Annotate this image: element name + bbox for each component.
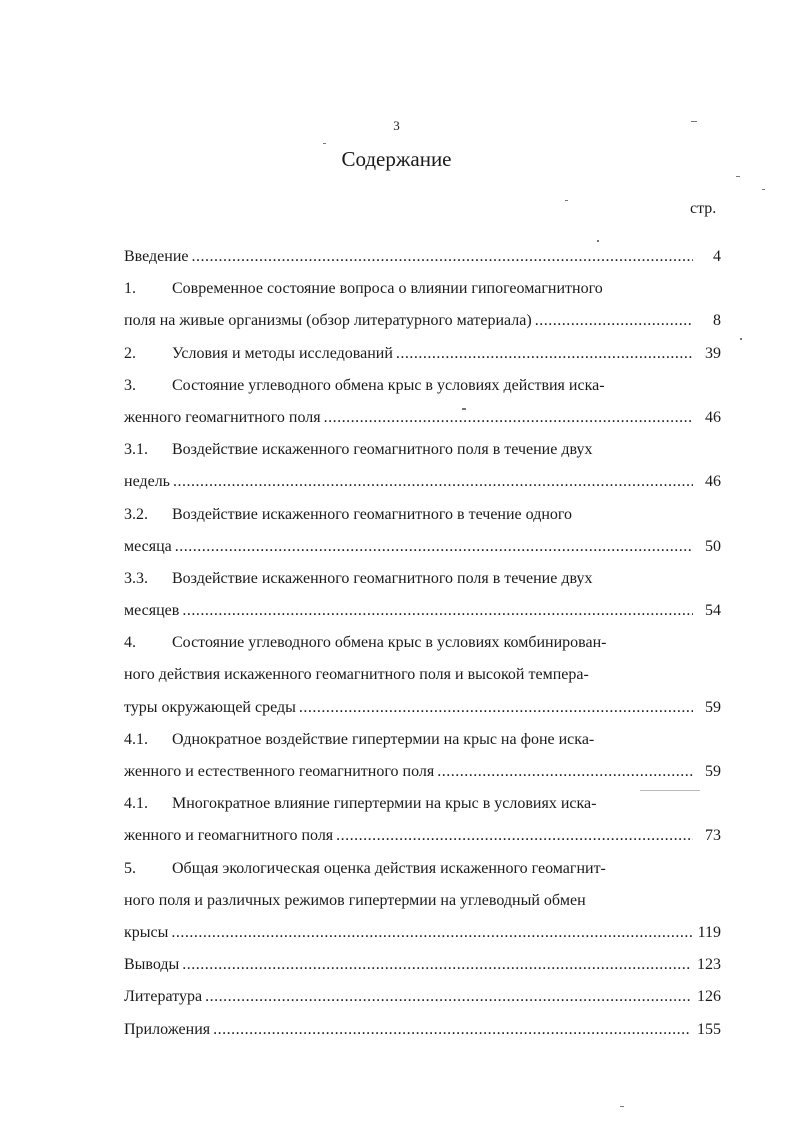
toc-entry-page: 59 xyxy=(705,698,721,716)
toc-leader-dots xyxy=(336,820,693,852)
toc-entry-text: Приложения xyxy=(124,1020,211,1038)
scan-speck xyxy=(740,338,742,340)
toc-entry xyxy=(124,370,721,434)
toc-entry-text: Литература xyxy=(124,988,203,1006)
toc-entry-text: женного геомагнитного поля xyxy=(124,408,321,426)
toc-leader-dots xyxy=(324,402,693,434)
toc-entry xyxy=(124,499,721,563)
toc-leader-dots xyxy=(437,756,693,788)
table-of-contents xyxy=(124,241,721,1046)
toc-entry-text: Воздействие искаженного геомагнитного поля в течение двух xyxy=(172,441,593,459)
page-number: 3 xyxy=(393,118,400,133)
toc-entry-text: Многократное влияние гипертермии на крыс в условиях иска- xyxy=(172,795,597,813)
toc-entry-line xyxy=(124,1014,721,1046)
toc-entry-line xyxy=(124,563,721,595)
toc-entry-line xyxy=(124,627,721,659)
toc-entry-line xyxy=(124,402,721,434)
toc-entry-number: 2. xyxy=(124,344,136,362)
toc-entry-line xyxy=(124,273,721,305)
scan-speck xyxy=(640,790,700,791)
toc-entry xyxy=(124,949,721,981)
toc-entry-line xyxy=(124,949,721,981)
toc-entry-line xyxy=(124,820,721,852)
toc-entry-line xyxy=(124,370,721,402)
toc-entry xyxy=(124,338,721,370)
toc-entry-number: 4. xyxy=(124,634,136,652)
toc-entry-text: Состояние углеводного обмена крыс в условиях действия иска- xyxy=(172,376,605,394)
toc-entry-text: месяцев xyxy=(124,602,180,620)
toc-entry-text: Условия и методы исследований xyxy=(172,344,393,362)
toc-entry-text: женного и естественного геомагнитного поля xyxy=(124,763,435,780)
toc-leader-dots xyxy=(535,305,693,337)
toc-entry-text: Выводы xyxy=(124,956,180,974)
scan-speck xyxy=(736,176,740,177)
toc-entry xyxy=(124,563,721,627)
toc-entry xyxy=(124,788,721,852)
toc-entry-page: 123 xyxy=(697,956,721,974)
toc-entry-text: женного и геомагнитного поля xyxy=(124,827,334,845)
toc-leader-dots xyxy=(205,981,691,1013)
toc-entry-text: поля на живые организмы (обзор литературного материала) xyxy=(124,312,532,330)
toc-entry-line xyxy=(124,241,721,273)
toc-entry-text: Однократное воздействие гипертермии на крыс на фоне иска- xyxy=(172,730,595,748)
toc-entry-text: Общая экологическая оценка действия искаженного геомагнит- xyxy=(172,859,606,877)
toc-entry-page: 54 xyxy=(705,602,721,620)
scan-speck xyxy=(762,189,765,190)
toc-entry xyxy=(124,724,721,788)
toc-leader-dots xyxy=(171,917,691,949)
toc-leader-dots xyxy=(175,531,693,563)
scan-speck xyxy=(597,240,599,242)
toc-entry-number: 1. xyxy=(124,280,136,298)
toc-entry-text: Современное состояние вопроса о влиянии гипогеомагнитного xyxy=(172,280,603,298)
toc-leader-dots xyxy=(396,338,693,370)
toc-entry-number: 3.1. xyxy=(124,441,148,459)
toc-entry-line xyxy=(124,885,721,917)
scan-speck xyxy=(620,1106,624,1107)
toc-entry xyxy=(124,981,721,1013)
toc-entry-text: Воздействие искаженного геомагнитного поля в течение двух xyxy=(172,569,593,587)
toc-entry xyxy=(124,273,721,337)
toc-entry-line xyxy=(124,499,721,531)
toc-entry-page: 4 xyxy=(713,248,721,265)
toc-entry-line xyxy=(124,917,721,949)
toc-entry-page: 155 xyxy=(697,1020,721,1038)
toc-entry-page: 50 xyxy=(705,537,721,555)
scan-speck xyxy=(323,143,326,144)
toc-entry-number: 3.2. xyxy=(124,505,148,523)
toc-leader-dots xyxy=(182,949,691,981)
toc-entry-text: ного действия искаженного геомагнитного поля и высокой темпера- xyxy=(124,666,589,684)
toc-leader-dots xyxy=(299,692,693,724)
toc-entry-line xyxy=(124,338,721,370)
toc-entry-number: 4.1. xyxy=(124,730,148,748)
toc-entry xyxy=(124,434,721,498)
toc-entry-number: 3.3. xyxy=(124,569,148,587)
toc-entry-line xyxy=(124,595,721,627)
toc-entry-text: месяца xyxy=(124,537,172,555)
toc-leader-dots xyxy=(182,595,693,627)
toc-entry-line xyxy=(124,531,721,563)
toc-leader-dots xyxy=(192,241,694,273)
toc-entry-line xyxy=(124,659,721,691)
toc-leader-dots xyxy=(213,1014,691,1046)
scan-speck xyxy=(462,408,466,410)
toc-entry-page: 73 xyxy=(705,827,721,845)
toc-entry xyxy=(124,627,721,724)
toc-entry-number: 3. xyxy=(124,376,136,394)
toc-entry-text: Воздействие искаженного геомагнитного в течение одного xyxy=(172,505,573,523)
scan-speck xyxy=(565,200,568,201)
toc-entry-page: 119 xyxy=(697,923,721,941)
toc-entry-text: Введение xyxy=(124,248,189,265)
toc-entry-page: 126 xyxy=(697,988,721,1006)
toc-entry-line xyxy=(124,434,721,466)
toc-entry-page: 8 xyxy=(713,312,721,330)
toc-entry-number: 5. xyxy=(124,859,136,877)
toc-entry-line xyxy=(124,724,721,756)
page-column-label: стр. xyxy=(690,200,717,217)
toc-entry-line xyxy=(124,305,721,337)
toc-entry-number: 4.1. xyxy=(124,795,148,813)
toc-entry-page: 59 xyxy=(705,763,721,780)
toc-entry-line xyxy=(124,981,721,1013)
toc-entry-text: туры окружающей среды xyxy=(124,698,296,716)
toc-entry-text: ного поля и различных режимов гипертермии на углеводный обмен xyxy=(124,891,586,909)
toc-entry-text: крысы xyxy=(124,923,169,941)
toc-entry xyxy=(124,1014,721,1046)
toc-entry-line xyxy=(124,466,721,498)
toc-entry-page: 46 xyxy=(705,473,721,491)
toc-entry-line xyxy=(124,853,721,885)
toc-entry-text: Состояние углеводного обмена крыс в условиях комбинирован- xyxy=(172,634,607,652)
toc-entry-line xyxy=(124,756,721,788)
toc-entry xyxy=(124,853,721,950)
toc-entry-text: недель xyxy=(124,473,170,491)
toc-entry-line xyxy=(124,692,721,724)
toc-entry xyxy=(124,241,721,273)
toc-entry-page: 39 xyxy=(705,344,721,362)
toc-entry-page: 46 xyxy=(705,408,721,426)
page-title: Содержание xyxy=(341,147,452,171)
toc-leader-dots xyxy=(173,466,693,498)
scan-speck xyxy=(691,121,697,122)
toc-entry-line xyxy=(124,788,721,820)
